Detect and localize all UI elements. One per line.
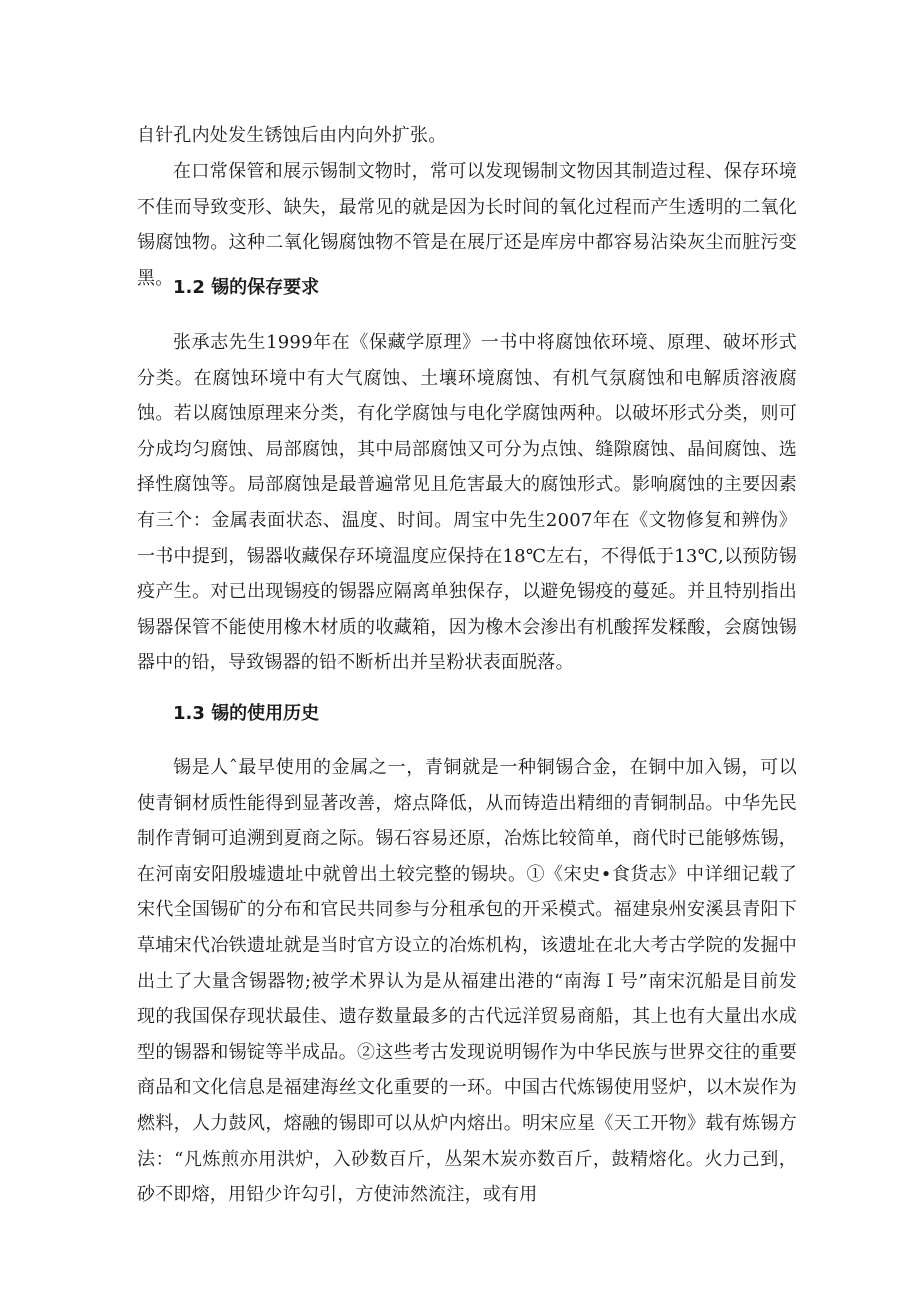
paragraph-corrosion-observation: 在口常保管和展示锡制文物时，常可以发现锡制文物因其制造过程、保存环境不佳而导致变形、缺失，最常见的就是因为长时间的氧化过程而产生透明的二氧化锡腐蚀物。这种二氧化锡腐蚀物不管是在展厅还是库房中都容易沾染灰尘而脏污变黑。 — [137, 161, 797, 289]
paragraph-usage-history: 锡是人ˆ最早使用的金属之一，青铜就是一种铜锡合金，在铜中加入锡，可以使青铜材质性能得到显著改善，熔点降低，从而铸造出精细的青铜制品。中华先民制作青铜可追溯到夏商之际。锡石容易还原，冶炼比较简单，商代时已能够炼锡，在河南安阳殷墟遗址中就曾出土较完整的锡块。①《宋史•食货志》中详细记载了宋代全国锡矿的分布和官民共同参与分租承包的开采模式。福建泉州安溪县青阳下草埔宋代冶铁遗址就是当时官方设立的冶炼机构，该遗址在北大考古学院的发掘中出土了大量含锡器物;被学术界认为是从福建出港的“南海Ｉ号”南宋沉船是目前发现的我国保存现状最佳、遗存数量最多的古代远洋贸易商船，其上也有大量出水成型的锡器和锡锭等半成品。②这些考古发现说明锡作为中华民族与世界交往的重要商品和文化信息是福建海丝文化重要的一环。中国古代炼锡使用竖炉，以木炭作为燃料，人力鼓风，熔融的锡即可以从炉内熔出。明宋应星《天工开物》载有炼锡方法：“凡炼煎亦用洪炉，入砂数百斤，丛架木炭亦数百斤，鼓精熔化。火力己到，砂不即熔，用铅少许勾引，方使沛然流注，或有用 — [137, 757, 797, 1206]
section-heading-history: 1.3 锡的使用历史 — [173, 703, 320, 724]
paragraph-preservation-requirements: 张承志先生1999年在《保藏学原理》一书中将腐蚀依环境、原理、破坏形式分类。在腐蚀环境中有大气腐蚀、土壤环境腐蚀、有机气氛腐蚀和电解质溶液腐蚀。若以腐蚀原理来分类，有化学腐蚀与电化学腐蚀两种。以破坏形式分类，则可分成均匀腐蚀、局部腐蚀，其中局部腐蚀又可分为点蚀、缝隙腐蚀、晶间腐蚀、选择性腐蚀等。局部腐蚀是最普遍常见且危害最大的腐蚀形式。影响腐蚀的主要因素有三个：金属表面状态、温度、时间。周宝中先生2007年在《文物修复和辨伪》一书中提到，锡器收藏保存环境温度应保持在18℃左右，不得低于13℃,以预防锡疫产生。对已出现锡疫的锡器应隔离单独保存，以避免锡疫的蔓延。并且特别指出锡器保管不能使用橡木材质的收藏箱，因为橡木会渗出有机酸挥发糅酸，会腐蚀锡器中的铅，导致锡器的铅不断析出并呈粉状表面脱落。 — [137, 332, 797, 674]
paragraph-continuation: 自针孔内处发生锈蚀后由内向外扩张。 — [137, 125, 447, 146]
section-heading-preservation: 1.2 锡的保存要求 — [173, 277, 320, 298]
